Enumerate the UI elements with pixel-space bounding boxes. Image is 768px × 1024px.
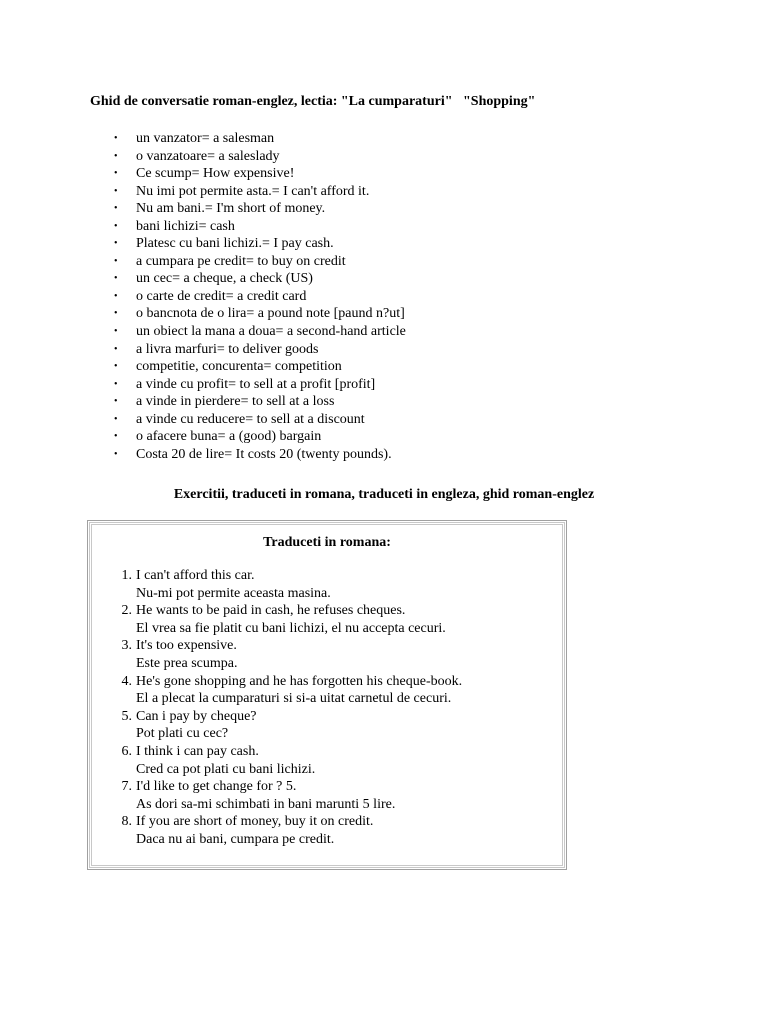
- exercises-heading: Exercitii, traduceti in romana, traduceti in engleza, ghid roman-englez: [173, 487, 595, 502]
- vocabulary-item: [112, 323, 406, 341]
- exercise-english: He's gone shopping and he has forgotten his cheque-book.: [136, 673, 463, 689]
- vocabulary-item-text: Costa 20 de lire= It costs 20 (twenty pounds).: [136, 446, 392, 462]
- exercise-number: 7.: [121, 779, 132, 795]
- page-title: Ghid de conversatie roman-englez, lectia: "La cumparaturi" "Shopping": [90, 94, 536, 109]
- exercise-item: [121, 743, 462, 778]
- bullet-icon: •: [114, 203, 118, 215]
- bullet-icon: •: [114, 168, 118, 180]
- exercise-english: I think i can pay cash.: [136, 743, 259, 759]
- exercise-item: [121, 673, 463, 708]
- vocabulary-item: [112, 200, 406, 218]
- exercise-romanian: El a plecat la cumparaturi si si-a uitat carnetul de cecuri.: [136, 691, 452, 707]
- bullet-icon: •: [114, 326, 118, 338]
- vocabulary-item-text: o vanzatoare= a saleslady: [136, 148, 280, 164]
- vocabulary-item: [112, 148, 406, 166]
- exercise-number: 1.: [121, 568, 132, 583]
- bullet-icon: •: [114, 343, 118, 355]
- vocabulary-item: [112, 358, 406, 376]
- bullet-icon: •: [114, 150, 118, 162]
- bullet-icon: •: [114, 133, 118, 144]
- bullet-icon: •: [114, 378, 118, 390]
- exercise-item: [121, 778, 462, 813]
- vocabulary-item-text: bani lichizi= cash: [136, 218, 235, 234]
- exercise-box-inner: [91, 524, 563, 866]
- exercise-item: [121, 708, 462, 743]
- exercise-english: He wants to be paid in cash, he refuses cheques.: [136, 603, 406, 619]
- bullet-icon: •: [114, 361, 118, 373]
- exercise-number: 2.: [121, 603, 132, 619]
- exercise-english: If you are short of money, buy it on credit.: [136, 814, 374, 830]
- vocabulary-item: [112, 218, 406, 236]
- exercise-english: It's too expensive.: [136, 638, 237, 654]
- exercise-item: [121, 637, 462, 672]
- bullet-icon: •: [114, 413, 118, 425]
- vocabulary-item: [112, 235, 406, 253]
- exercise-item: [121, 567, 462, 602]
- vocabulary-item: [112, 305, 406, 323]
- bullet-icon: •: [114, 308, 118, 320]
- exercise-romanian: El vrea sa fie platit cu bani lichizi, el nu accepta cecuri.: [136, 620, 446, 636]
- bullet-icon: •: [114, 431, 118, 443]
- exercise-english: I can't afford this car.: [136, 568, 255, 583]
- vocabulary-item: [112, 428, 406, 446]
- vocabulary-item-text: o afacere buna= a (good) bargain: [136, 429, 322, 445]
- vocabulary-item: [112, 446, 406, 464]
- exercise-romanian: Pot plati cu cec?: [136, 726, 229, 742]
- exercise-box-title: Traduceti in romana:: [263, 535, 391, 550]
- exercise-list: [121, 567, 463, 849]
- vocabulary-item: [112, 341, 406, 359]
- vocabulary-item-text: un vanzator= a salesman: [136, 131, 275, 146]
- vocabulary-item: [112, 270, 406, 288]
- vocabulary-item-text: a vinde cu profit= to sell at a profit [profit]: [136, 376, 376, 392]
- exercise-number: 4.: [121, 673, 132, 689]
- vocabulary-item: [112, 253, 406, 271]
- vocabulary-item-text: un obiect la mana a doua= a second-hand article: [136, 324, 406, 340]
- exercise-item: [121, 813, 462, 848]
- vocabulary-item-text: o bancnota de o lira= a pound note [paund n?ut]: [136, 306, 405, 322]
- exercise-box: [87, 520, 567, 870]
- bullet-icon: •: [114, 396, 118, 408]
- bullet-icon: •: [114, 185, 118, 197]
- exercise-number: 8.: [121, 814, 132, 830]
- vocabulary-item-text: Ce scump= How expensive!: [136, 166, 295, 182]
- vocabulary-item-text: Platesc cu bani lichizi.= I pay cash.: [136, 236, 334, 252]
- exercise-number: 6.: [121, 743, 132, 759]
- vocabulary-item-text: o carte de credit= a credit card: [136, 288, 307, 304]
- vocabulary-list: [112, 130, 406, 463]
- vocabulary-item-text: a vinde in pierdere= to sell at a loss: [136, 394, 335, 410]
- vocabulary-item-text: Nu imi pot permite asta.= I can't afford it.: [136, 183, 370, 199]
- vocabulary-item: [112, 130, 406, 148]
- exercise-english: Can i pay by cheque?: [136, 708, 257, 724]
- exercise-romanian: As dori sa-mi schimbati in bani marunti 5 lire.: [136, 796, 396, 812]
- vocabulary-item-text: competitie, concurenta= competition: [136, 359, 342, 375]
- bullet-icon: •: [114, 238, 118, 250]
- vocabulary-item: [112, 411, 406, 429]
- vocabulary-item: [112, 288, 406, 306]
- exercise-romanian: Daca nu ai bani, cumpara pe credit.: [136, 831, 335, 847]
- vocabulary-item: [112, 393, 406, 411]
- bullet-icon: •: [114, 290, 118, 302]
- exercise-romanian: Nu-mi pot permite aceasta masina.: [136, 585, 331, 601]
- exercise-item: [121, 602, 462, 637]
- vocabulary-item: [112, 165, 406, 183]
- vocabulary-item: [112, 183, 406, 201]
- exercise-romanian: Cred ca pot plati cu bani lichizi.: [136, 761, 316, 777]
- vocabulary-item-text: a livra marfuri= to deliver goods: [136, 341, 319, 357]
- bullet-icon: •: [114, 255, 118, 267]
- bullet-icon: •: [114, 220, 118, 232]
- vocabulary-item-text: un cec= a cheque, a check (US): [136, 271, 313, 287]
- bullet-icon: •: [114, 448, 118, 460]
- vocabulary-item: [112, 376, 406, 394]
- exercise-number: 3.: [121, 638, 132, 654]
- exercise-number: 5.: [121, 708, 132, 724]
- vocabulary-item-text: a vinde cu reducere= to sell at a discount: [136, 411, 365, 427]
- bullet-icon: •: [114, 273, 118, 285]
- exercise-romanian: Este prea scumpa.: [136, 655, 238, 671]
- exercise-english: I'd like to get change for ? 5.: [136, 779, 297, 795]
- vocabulary-item-text: Nu am bani.= I'm short of money.: [136, 201, 326, 217]
- vocabulary-item-text: a cumpara pe credit= to buy on credit: [136, 253, 346, 269]
